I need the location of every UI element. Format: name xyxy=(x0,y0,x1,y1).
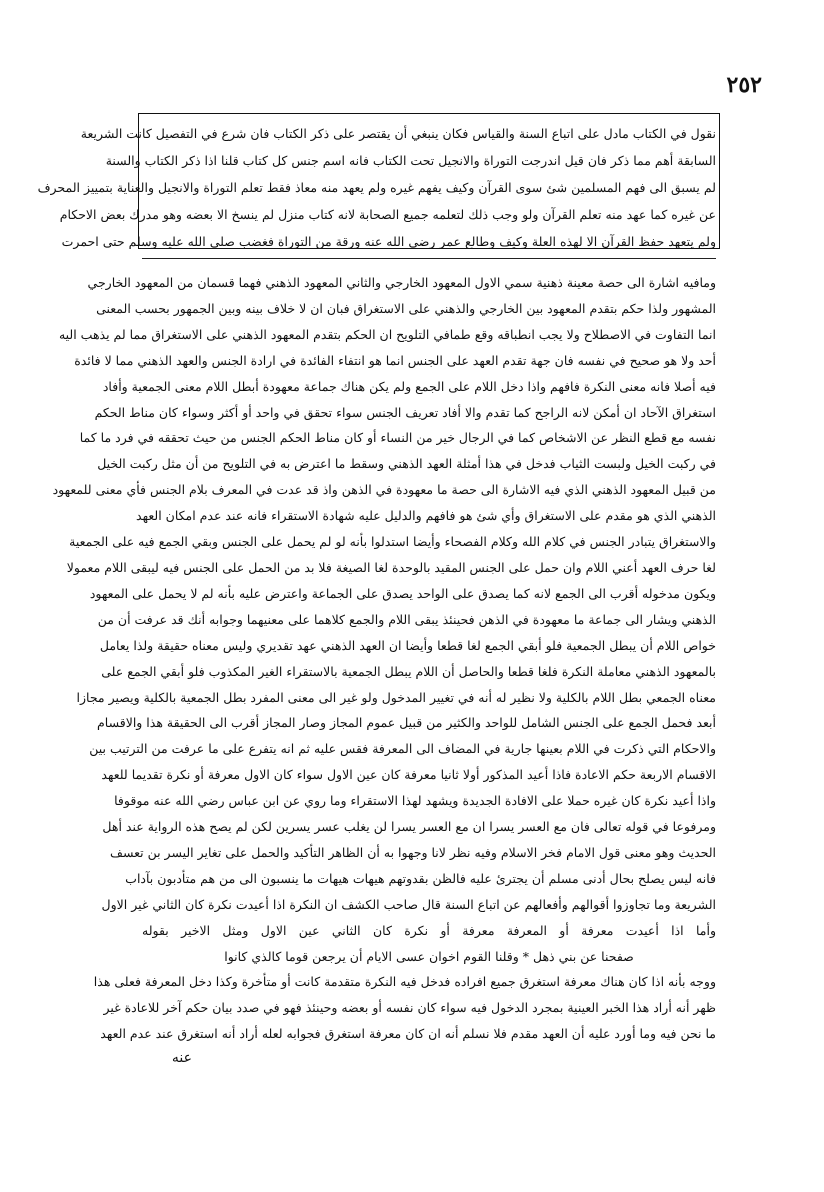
catchword: عنه xyxy=(171,1050,192,1066)
text-line: انما التفاوت في الاصطلاح ولا يجب انطباقه وقع طمافي التلويح ان الحكم بتقدم المعهود الذهني على الاستغراق مما لم يذهب اليه xyxy=(58,326,716,342)
text-line: الحديث وهو معنى قول الامام فخر الاسلام وفيه نظر لانا وجهوا به أن الظاهر التأكيد والحمل على تغاير اليسر بن تعسف xyxy=(110,844,716,860)
text-line: واذا أعيد نكرة كان غيره حملا على الافادة الجديدة ويشهد لهذا الاستقراء وما روي عن ابن عباس رضي الله عنه موقوفا xyxy=(114,793,716,809)
text-line: المشهور ولذا حكم بتقدم المعهود بين الخارجي والذهني على الاستغراق فبان ان لا خلاف بينه وبين الجمهور بحسب المعنى xyxy=(96,300,716,316)
text-line: ويكون مدخوله أقرب الى الجمع لانه كما يصدق على الواحد يصدق على الجماعة واعترض عليه بأنه لم لا يحمل على المعهود xyxy=(89,585,716,601)
text-line: الشريعة وما تجاوزوا أقوالهم وأفعالهم عن اتباع السنة قال صاحب الكشف ان النكرة اذا أعيدت نكرة كان الثاني غير الاول xyxy=(101,896,716,912)
text-line: نفسه مع قطع النظر عن الاشخاص كما في الرجال خير من النساء أو كان مناط الحكم الجنس من حيث تحققه في فرد ما كما xyxy=(79,430,716,446)
text-line: أحد ولا هو صحيح في نفسه فان جهة تقدم العهد على الجنس انما هو انتفاء الفائدة في ارادة الجنس والعهد الذهني مما لا فائدة xyxy=(74,352,716,368)
text-line: استغراق الآحاد ان أمكن لانه الراجح كما تقدم والا أفاد تعريف الجنس سواء تحقق في واحد أو أكثر وسواء كان مناط الحكم xyxy=(94,404,716,420)
text-line: من قبيل المعهود الذهني الذي فيه الاشارة الى حصة ما معهودة في الذهن واذ قد عدت في المعرف بلام الجنس فأي معنى للمعهود xyxy=(52,482,716,498)
text-line: الذهني ويشار الى جماعة ما معهودة في الذهن فحينئذ يبقى اللام والجمع كلاهما على معنيهما وجوابه أنك قد عرفت أن من xyxy=(97,611,716,627)
section-divider xyxy=(142,258,716,259)
margin-line: ولم يتعهد حفظ القرآن الا لهذه العلة وكيف وطالع عمر رضي الله عنه ورقة من التوراة فغضب صلى الله عليه وسلم حتى احمرت xyxy=(61,234,716,249)
main-text xyxy=(52,270,716,1047)
text-line: في ركبت الخيل ولبست الثياب فدخل في هذا أمثلة العهد الذهني وسقط ما اعترض به في التلويح من أن مثل ركبت الخيل xyxy=(97,456,716,472)
margin-line: لم يسبق الى فهم المسلمين شئ سوى القرآن وكيف يفهم غيره ولم يعهد منه معاذ فقط تعلم التوراة والانجيل والعناية بتمييز المحرف xyxy=(37,180,716,195)
text-line: معناه الجمعي بطل اللام بالكلية ولا نظير له أنه في تغيير المدخول ولو غير الى معنى المفرد بطل الجمعية بالكلية ويصير مجازا xyxy=(76,689,716,705)
text-line: ومرفوعا في قوله تعالى فان مع العسر يسرا ان مع العسر يسرا لن يغلب عسر يسرين لكن لم يصح هذه الرواية عند أهل xyxy=(102,819,716,835)
margin-line: السابقة أهم مما ذكر فان قيل اندرجت التوراة والانجيل تحت الكتاب فانه اسم جنس كل كتاب قلنا اذا ذكر الكتاب والسنة xyxy=(105,153,716,168)
text-line: الاقسام الاربعة حكم الاعادة فاذا أعيد المذكور أولا ثانيا معرفة كان عين الاول سواء كان الاول معرفة أو نكرة تقديما للعهد xyxy=(101,767,716,783)
text-line: ومافيه اشارة الى حصة معينة ذهنية سمي الاول المعهود الخارجي والثاني المعهود الذهني فهما قسمان من المعهود الخارجي xyxy=(87,275,716,290)
margin-commentary xyxy=(37,120,716,255)
text-line: وأما اذا أعيدت معرفة أو المعرفة معرفة أو نكرة كان الثاني عين الاول ومثل الاخير بقوله xyxy=(142,922,716,938)
verse-line: صفحنا عن بني ذهل * وقلنا القوم اخوان عسى الايام أن يرجعن قوما كالذي كانوا xyxy=(224,948,634,964)
text-line: ظهر أنه أراد هذا الخبر العينية بمجرد الدخول فيه سواء كان نفسه أو بعضه وحينئذ فهو في صدد بيان حكم آخر للاعادة غير xyxy=(103,1000,716,1016)
text-line: لغا حرف العهد أعني اللام وان حمل على الجنس المقيد بالوحدة لغا الصيغة فلا بد من الحمل على الجنس فيه ليبقى اللام معمولا xyxy=(66,559,716,575)
text-line: ما نحن فيه وما أورد عليه أن العهد مقدم فلا نسلم أنه ان كان معرفة استغرق فجوابه لعله أراد أنه استغرق عند عدم العهد xyxy=(100,1026,716,1042)
text-line: ووجه بأنه اذا كان هناك معرفة استغرق جميع افراده فدخل فيه النكرة متقدمة كانت أو متأخرة وكذا دخل المعرفة فعلى هذا xyxy=(93,974,716,990)
text-line: فانه ليس يصلح بحال أدنى مسلم أن يجترئ عليه فالظن بقدوتهم هيهات هيهات ما ينسبون الى من هم متأدبون بآداب xyxy=(125,870,716,886)
text-line: فيه أصلا فانه معنى النكرة فافهم واذا دخل اللام على الجمع ولم يكن هناك جماعة معهودة أبطل اللام معنى الجمعية وأفاد xyxy=(102,378,716,394)
text-line: أبعد فحمل الجمع على الجنس الشامل للواحد والكثير من قبيل عموم المجاز وصار المجاز أقرب الى الحقيقة هذا والاقسام xyxy=(97,715,716,731)
text-line: والاستغراق يتبادر الجنس في كلام الله وكلام الفصحاء وأيضا استدلوا بأنه لو لم يحمل على الجنس وبقي الجمع فيه على الجمعية xyxy=(69,534,716,550)
text-line: الذهني الذي هو مقدم على الاستغراق وأي شئ هو فافهم والدليل عليه شهادة الاستقراء فانه عند عدم امكان العهد xyxy=(136,508,716,524)
text-line: خواص اللام أن يبطل الجمعية فلو أبقي الجمع لغا قطعا وأيضا ان العهد الذهني عهد تقديري وليس معناه حقيقة ولذا يعامل xyxy=(99,637,716,653)
margin-line: نقول في الكتاب مادل على اتباع السنة والقياس فكان ينبغي أن يقتصر على ذكر الكتاب فان شرع في التفصيل كانت الشريعة xyxy=(80,126,716,141)
text-line: بالمعهود الذهني معاملة النكرة فلغا قطعا والحاصل أن اللام يبطل الجمعية بالاستقراء الغير المكذوب فلو أبقي الجمع على xyxy=(101,663,716,679)
page-number: ٢٥٢ xyxy=(726,72,762,98)
margin-line: عن غيره كما عهد منه تعلم القرآن ولو وجب ذلك لتعلمه جميع الصحابة لانه كتاب منزل لم ينسخ الا بعضه وهو مدرك بعض الاحكام xyxy=(59,207,716,222)
text-line: والاحكام التي ذكرت في اللام بعينها جارية في المضاف الى المعرفة فقس عليه ثم انه يتفرع على ما عرفت من الترتيب بين xyxy=(89,741,716,757)
